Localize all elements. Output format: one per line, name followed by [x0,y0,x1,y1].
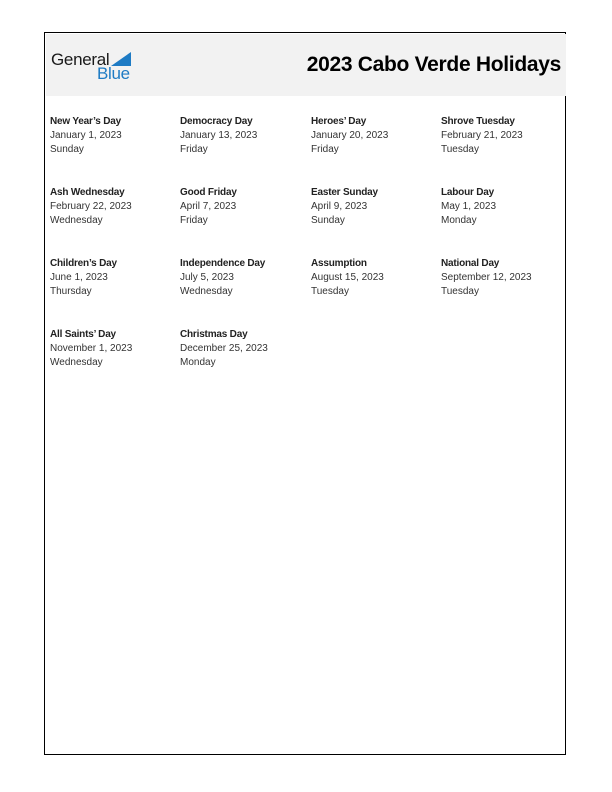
holiday-entry [180,257,308,300]
logo-word-blue: Blue [97,64,130,83]
holiday-entry [441,186,569,229]
holiday-name: Easter Sunday [311,187,378,198]
holiday-date: July 5, 2023 [180,272,234,284]
holiday-entry [50,257,178,300]
holiday-name: Children’s Day [50,258,117,269]
page-frame [44,32,566,755]
holiday-entry [180,115,308,158]
holiday-weekday: Tuesday [441,286,479,298]
holiday-weekday: Monday [180,357,216,369]
holiday-name: Christmas Day [180,329,248,340]
holiday-date: April 9, 2023 [311,201,368,213]
holiday-entry [441,257,569,300]
holiday-weekday: Friday [180,215,208,227]
holiday-weekday: Tuesday [441,144,479,156]
holiday-date: August 15, 2023 [311,272,384,284]
holiday-entry [50,115,178,158]
holiday-date: February 22, 2023 [50,201,132,213]
header-band [46,34,566,96]
holiday-weekday: Sunday [311,215,345,227]
holiday-date: September 12, 2023 [441,272,532,284]
holiday-name: National Day [441,258,500,269]
holiday-weekday: Monday [441,215,477,227]
logo-word-general: General [51,50,110,69]
holiday-name: Good Friday [180,187,237,198]
holiday-weekday: Wednesday [50,357,103,369]
holiday-name: New Year’s Day [50,116,121,127]
holiday-entry [50,328,178,371]
holiday-date: June 1, 2023 [50,272,108,284]
holiday-weekday: Sunday [50,144,84,156]
page-title: 2023 Cabo Verde Holidays [306,53,561,76]
holiday-weekday: Wednesday [180,286,233,298]
holiday-name: Independence Day [180,258,266,269]
holiday-weekday: Friday [311,144,339,156]
holiday-entry [311,257,439,300]
holiday-name: Ash Wednesday [50,187,125,198]
holiday-date: November 1, 2023 [50,343,133,355]
holiday-date: January 1, 2023 [50,130,122,142]
generalblue-logo [51,50,141,86]
holiday-weekday: Thursday [50,286,92,298]
holiday-name: Shrove Tuesday [441,116,515,127]
holiday-date: February 21, 2023 [441,130,523,142]
holiday-weekday: Tuesday [311,286,349,298]
holiday-entry [441,115,569,158]
holiday-name: Heroes’ Day [311,116,367,127]
holiday-name: Democracy Day [180,116,253,127]
holiday-date: January 13, 2023 [180,130,258,142]
holiday-entry [180,328,308,371]
holiday-name: All Saints’ Day [50,329,116,340]
holiday-weekday: Friday [180,144,208,156]
holiday-entry [50,186,178,229]
holiday-date: January 20, 2023 [311,130,389,142]
holiday-weekday: Wednesday [50,215,103,227]
holiday-entry [311,115,439,158]
holiday-entry [311,186,439,229]
holiday-date: April 7, 2023 [180,201,237,213]
holiday-name: Assumption [311,258,367,269]
holiday-entry [180,186,308,229]
holiday-name: Labour Day [441,187,495,198]
holiday-date: May 1, 2023 [441,201,497,213]
holiday-date: December 25, 2023 [180,343,268,355]
